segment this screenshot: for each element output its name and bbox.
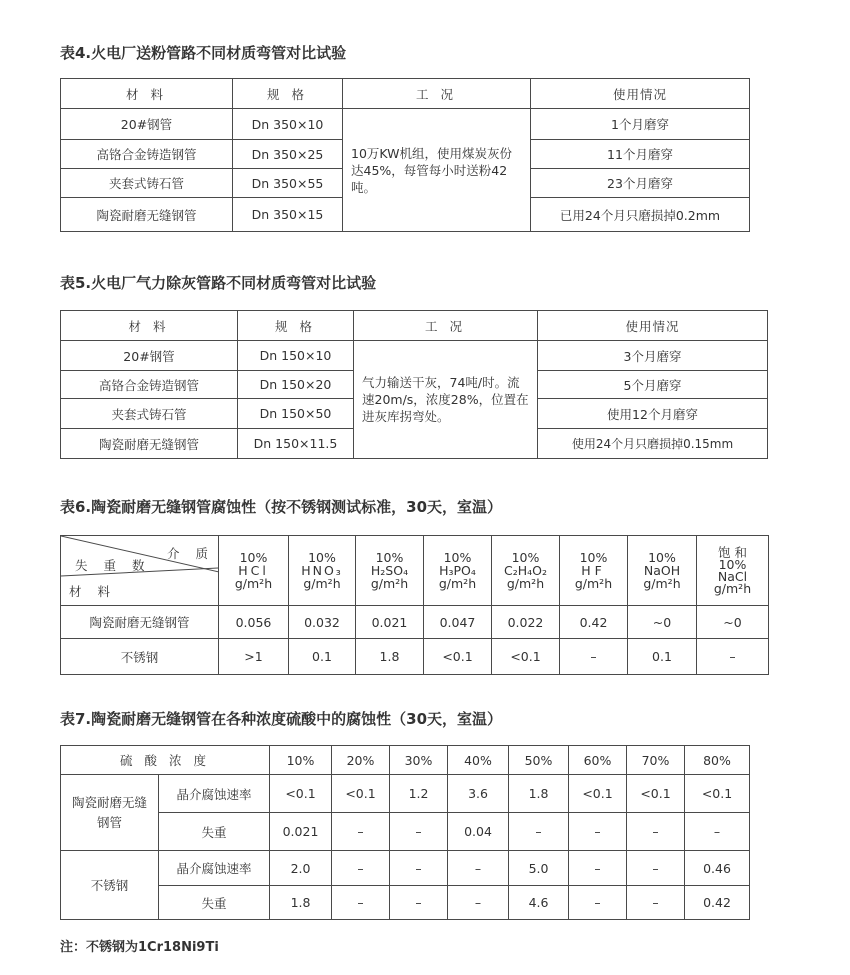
medium-unit: g/m²h bbox=[713, 580, 752, 596]
material-cell: 陶瓷耐磨无缝钢管 bbox=[61, 429, 238, 459]
spec-cell: Dn 350×25 bbox=[233, 140, 343, 169]
medium-conc: 10% bbox=[511, 550, 540, 565]
header-condition: 工 况 bbox=[354, 311, 538, 341]
medium-name: HF bbox=[581, 563, 606, 578]
concentration-header: 60% bbox=[569, 746, 627, 775]
value-cell: – bbox=[697, 639, 769, 675]
value-cell: – bbox=[509, 813, 569, 851]
medium-header-h2so4 bbox=[356, 536, 424, 606]
value-cell: >1 bbox=[219, 639, 289, 675]
group-material-cell: 不锈钢 bbox=[61, 851, 159, 920]
medium-conc2: 10% bbox=[718, 556, 747, 572]
material-cell: 高铬合金铸造钢管 bbox=[61, 140, 233, 169]
row-label-cell: 晶介腐蚀速率 bbox=[159, 851, 270, 886]
spec-cell: Dn 150×10 bbox=[238, 341, 354, 371]
usage-cell: 1个月磨穿 bbox=[531, 109, 750, 140]
header-acid-concentration: 硫 酸 浓 度 bbox=[61, 746, 270, 775]
corner-media-label: 介 质 bbox=[167, 546, 214, 561]
value-cell: <0.1 bbox=[627, 775, 685, 813]
value-cell: – bbox=[332, 851, 390, 886]
medium-header-hcl bbox=[219, 536, 289, 606]
value-cell: ~0 bbox=[697, 606, 769, 639]
value-cell: – bbox=[569, 886, 627, 920]
medium-header-nacl bbox=[697, 536, 769, 606]
material-cell: 高铬合金铸造钢管 bbox=[61, 371, 238, 399]
header-condition: 工 况 bbox=[343, 79, 531, 109]
medium-name: HNO₃ bbox=[301, 563, 343, 578]
value-cell: – bbox=[332, 813, 390, 851]
value-cell: 1.2 bbox=[390, 775, 448, 813]
value-cell: – bbox=[560, 639, 628, 675]
value-cell: <0.1 bbox=[270, 775, 332, 813]
medium-unit: g/m²h bbox=[574, 576, 613, 591]
spec-cell: Dn 150×20 bbox=[238, 371, 354, 399]
concentration-header: 10% bbox=[270, 746, 332, 775]
table7-header-row bbox=[61, 746, 750, 775]
value-cell: – bbox=[448, 851, 509, 886]
value-cell: – bbox=[390, 886, 448, 920]
row-label-cell: 失重 bbox=[159, 813, 270, 851]
concentration-header: 40% bbox=[448, 746, 509, 775]
value-cell: 0.46 bbox=[685, 851, 750, 886]
value-cell: <0.1 bbox=[424, 639, 492, 675]
concentration-header: 80% bbox=[685, 746, 750, 775]
material-cell: 20#钢管 bbox=[61, 341, 238, 371]
value-cell: – bbox=[627, 851, 685, 886]
material-cell: 不锈钢 bbox=[61, 639, 219, 675]
table7-title: 表7.陶瓷耐磨无缝钢管在各种浓度硫酸中的腐蚀性（30天，室温） bbox=[60, 710, 503, 728]
usage-cell: 使用12个月磨穿 bbox=[538, 399, 768, 429]
medium-conc: 10% bbox=[375, 550, 404, 565]
group-material-cell: 陶瓷耐磨无缝钢管 bbox=[61, 775, 159, 851]
spec-cell: Dn 350×10 bbox=[233, 109, 343, 140]
concentration-header: 30% bbox=[390, 746, 448, 775]
medium-header-hf bbox=[560, 536, 628, 606]
medium-conc: 10% bbox=[648, 550, 676, 565]
medium-unit: g/m²h bbox=[438, 576, 477, 591]
value-cell: 0.047 bbox=[424, 606, 492, 639]
medium-header-h3po4 bbox=[424, 536, 492, 606]
diagonal-header-cell bbox=[61, 536, 219, 606]
spec-cell: Dn 150×50 bbox=[238, 399, 354, 429]
table-row bbox=[61, 606, 769, 639]
table6-header-row bbox=[61, 536, 769, 606]
medium-conc: 10% bbox=[443, 550, 472, 565]
table-row bbox=[61, 886, 750, 920]
table5-title: 表5.火电厂气力除灰管路不同材质弯管对比试验 bbox=[60, 274, 377, 292]
medium-name: H₂SO₄ bbox=[370, 563, 409, 578]
usage-cell: 23个月磨穿 bbox=[531, 169, 750, 198]
header-material: 材 料 bbox=[61, 311, 238, 341]
material-cell: 夹套式铸石管 bbox=[61, 399, 238, 429]
medium-header-naoh bbox=[628, 536, 697, 606]
value-cell: 4.6 bbox=[509, 886, 569, 920]
table-row bbox=[61, 813, 750, 851]
condition-cell: 气力输送干灰，74吨/时。流速20m/s，浓度28%，位置在进灰库拐弯处。 bbox=[354, 341, 538, 459]
concentration-header: 50% bbox=[509, 746, 569, 775]
medium-name: NaOH bbox=[643, 563, 681, 578]
value-cell: <0.1 bbox=[685, 775, 750, 813]
value-cell: – bbox=[332, 886, 390, 920]
medium-name: HCl bbox=[238, 563, 269, 578]
value-cell: 1.8 bbox=[356, 639, 424, 675]
value-cell: <0.1 bbox=[492, 639, 560, 675]
usage-cell: 使用24个月只磨损掉0.15mm bbox=[538, 429, 768, 459]
concentration-header: 70% bbox=[627, 746, 685, 775]
value-cell: 0.022 bbox=[492, 606, 560, 639]
table7 bbox=[60, 745, 750, 920]
medium-unit: g/m²h bbox=[370, 576, 409, 591]
medium-header-hno3 bbox=[289, 536, 356, 606]
spec-cell: Dn 350×55 bbox=[233, 169, 343, 198]
value-cell: – bbox=[569, 813, 627, 851]
table-row bbox=[61, 851, 750, 886]
header-spec: 规 格 bbox=[233, 79, 343, 109]
medium-name: H₃PO₄ bbox=[439, 563, 476, 578]
medium-conc: 10% bbox=[308, 550, 336, 565]
table5 bbox=[60, 310, 768, 459]
table4-header-row bbox=[61, 79, 750, 109]
value-cell: – bbox=[685, 813, 750, 851]
table4-title: 表4.火电厂送粉管路不同材质弯管对比试验 bbox=[60, 44, 347, 62]
usage-cell: 已用24个月只磨损掉0.2mm bbox=[531, 198, 750, 232]
footnote: 注：不锈钢为1Cr18Ni9Ti bbox=[60, 940, 219, 955]
medium-unit: g/m²h bbox=[643, 576, 681, 591]
header-usage: 使用情况 bbox=[538, 311, 768, 341]
row-label-cell: 失重 bbox=[159, 886, 270, 920]
value-cell: 0.42 bbox=[685, 886, 750, 920]
spec-cell: Dn 150×11.5 bbox=[238, 429, 354, 459]
medium-unit: g/m²h bbox=[506, 576, 545, 591]
value-cell: 3.6 bbox=[448, 775, 509, 813]
value-cell: 0.04 bbox=[448, 813, 509, 851]
medium-conc: 10% bbox=[579, 550, 608, 565]
header-material: 材 料 bbox=[61, 79, 233, 109]
usage-cell: 5个月磨穿 bbox=[538, 371, 768, 399]
material-cell: 陶瓷耐磨无缝钢管 bbox=[61, 198, 233, 232]
table4 bbox=[60, 78, 750, 232]
table-row bbox=[61, 775, 750, 813]
table6-title: 表6.陶瓷耐磨无缝钢管腐蚀性（按不锈钢测试标准，30天，室温） bbox=[60, 498, 503, 516]
value-cell: – bbox=[390, 851, 448, 886]
table-row bbox=[61, 639, 769, 675]
medium-header-c2h4o2 bbox=[492, 536, 560, 606]
value-cell: 2.0 bbox=[270, 851, 332, 886]
value-cell: – bbox=[569, 851, 627, 886]
value-cell: – bbox=[390, 813, 448, 851]
usage-cell: 11个月磨穿 bbox=[531, 140, 750, 169]
value-cell: 0.056 bbox=[219, 606, 289, 639]
spec-cell: Dn 350×15 bbox=[233, 198, 343, 232]
medium-name: NaCl bbox=[717, 568, 748, 584]
corner-loss-label: 失 重 数 bbox=[75, 558, 151, 573]
medium-conc: 10% bbox=[239, 550, 268, 565]
material-cell: 20#钢管 bbox=[61, 109, 233, 140]
table5-header-row bbox=[61, 311, 768, 341]
value-cell: 0.021 bbox=[270, 813, 332, 851]
header-usage: 使用情况 bbox=[531, 79, 750, 109]
medium-name: C₂H₄O₂ bbox=[504, 563, 547, 578]
medium-unit: g/m²h bbox=[234, 576, 273, 591]
value-cell: – bbox=[627, 813, 685, 851]
table-row bbox=[61, 109, 750, 140]
table6 bbox=[60, 535, 769, 675]
value-cell: <0.1 bbox=[332, 775, 390, 813]
usage-cell: 3个月磨穿 bbox=[538, 341, 768, 371]
value-cell: 1.8 bbox=[509, 775, 569, 813]
value-cell: – bbox=[627, 886, 685, 920]
value-cell: 0.021 bbox=[356, 606, 424, 639]
row-label-cell: 晶介腐蚀速率 bbox=[159, 775, 270, 813]
value-cell: 0.1 bbox=[289, 639, 356, 675]
value-cell: 0.032 bbox=[289, 606, 356, 639]
material-cell: 陶瓷耐磨无缝钢管 bbox=[61, 606, 219, 639]
table-row bbox=[61, 341, 768, 371]
medium-conc: 饱 和 bbox=[718, 544, 747, 560]
material-cell: 夹套式铸石管 bbox=[61, 169, 233, 198]
concentration-header: 20% bbox=[332, 746, 390, 775]
value-cell: 1.8 bbox=[270, 886, 332, 920]
condition-cell: 10万KW机组，使用煤炭灰份达45%，每管每小时送粉42吨。 bbox=[343, 109, 531, 232]
value-cell: 5.0 bbox=[509, 851, 569, 886]
medium-unit: g/m²h bbox=[303, 576, 341, 591]
value-cell: <0.1 bbox=[569, 775, 627, 813]
header-spec: 规 格 bbox=[238, 311, 354, 341]
value-cell: 0.42 bbox=[560, 606, 628, 639]
corner-material-label: 材 料 bbox=[69, 584, 116, 599]
value-cell: 0.1 bbox=[628, 639, 697, 675]
value-cell: – bbox=[448, 886, 509, 920]
value-cell: ~0 bbox=[628, 606, 697, 639]
